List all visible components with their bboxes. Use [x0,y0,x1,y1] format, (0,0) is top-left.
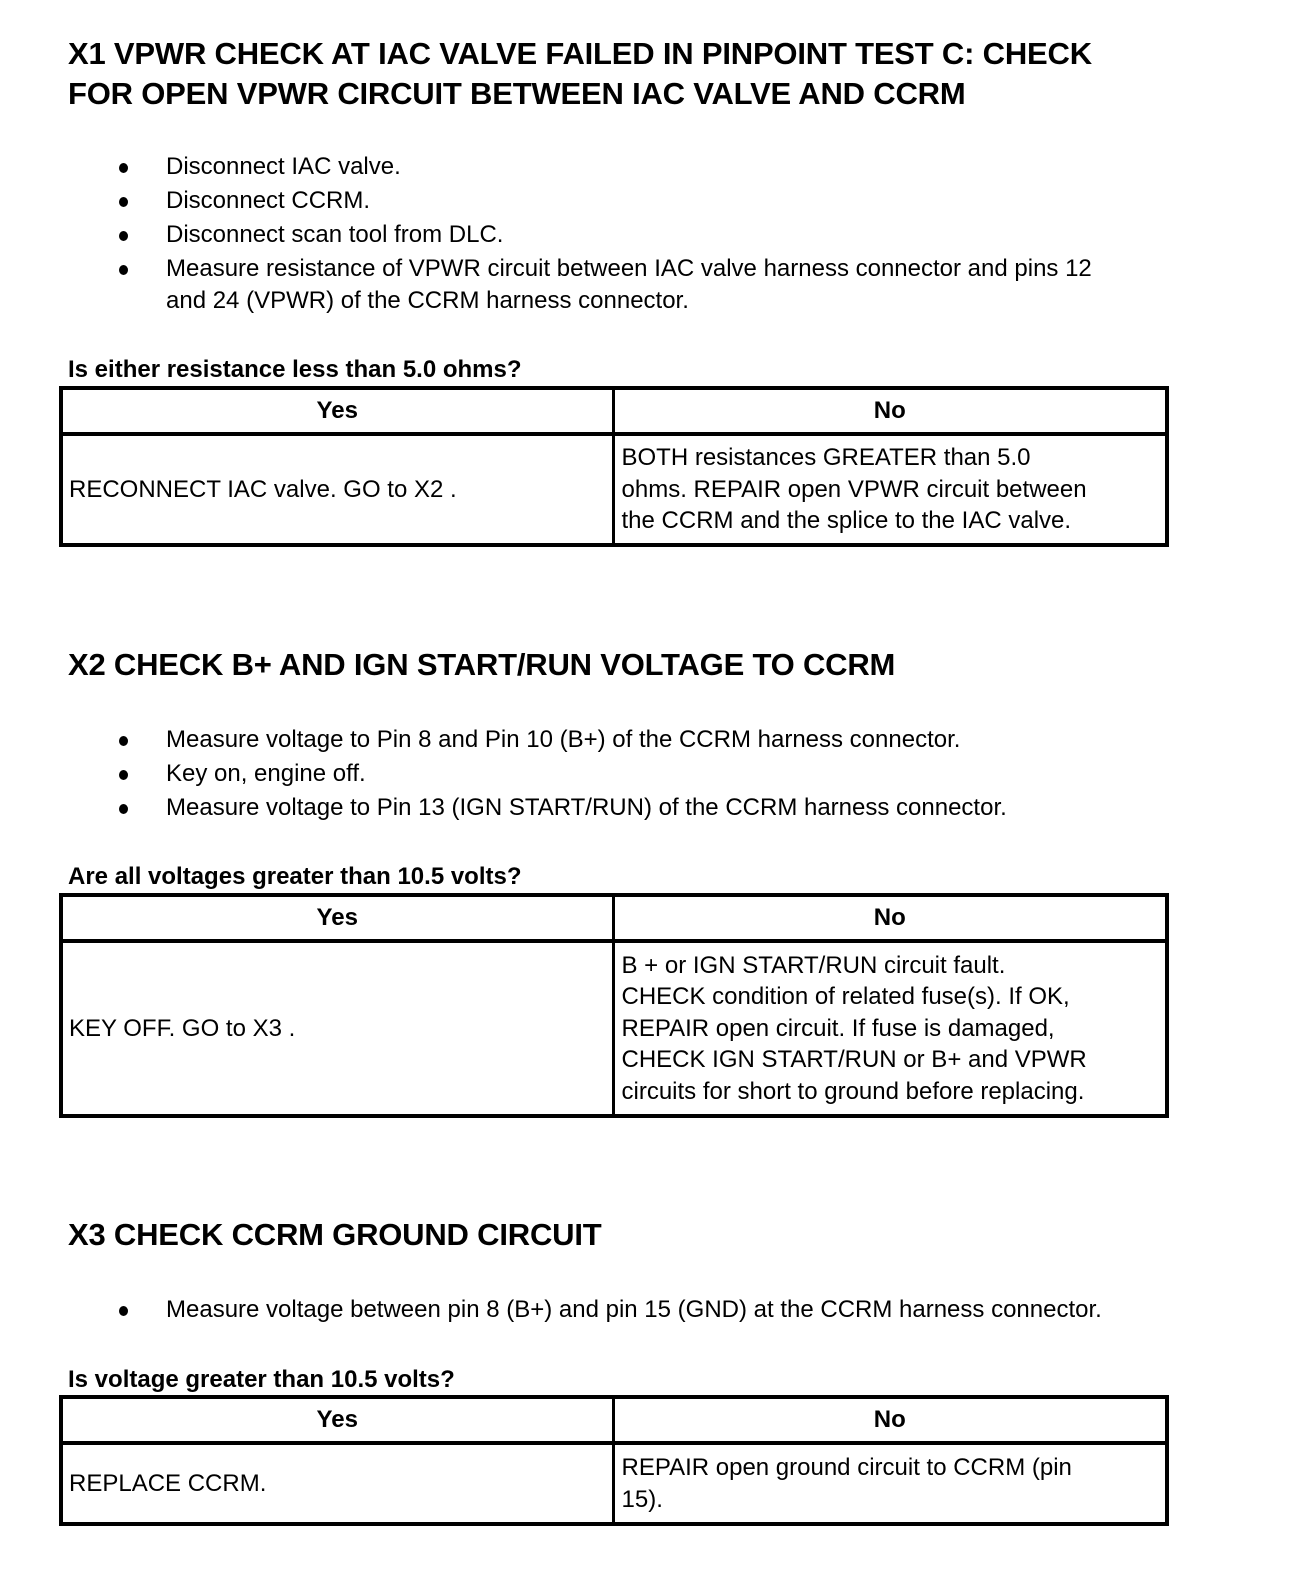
bullet-icon [119,197,128,207]
section-x1-title-line2: FOR OPEN VPWR CIRCUIT BETWEEN IAC VALVE AND CCRM [68,76,966,111]
bullet-icon [119,231,128,241]
bullet-icon [119,736,128,746]
bullet-icon [119,163,128,173]
yes-action: REPLACE CCRM. [61,1443,613,1524]
bullet-icon [119,804,128,814]
no-header: No [613,895,1167,941]
section-x1-title-line1: X1 VPWR CHECK AT IAC VALVE FAILED IN PINPOINT TEST C: CHECK [68,36,1092,71]
step-item: Measure voltage to Pin 8 and Pin 10 (B+) of the CCRM harness connector. [68,724,1007,756]
section-x3-decision-table [59,1395,1169,1526]
section-x3-steps [68,1294,1102,1326]
yes-header: Yes [61,388,613,434]
bullet-icon [119,265,128,275]
section-x1-decision-table [59,386,1169,547]
step-item: Measure resistance of VPWR circuit between IAC valve harness connector and pins 12 and 24 (VPWR) of the CCRM harness connector. [68,253,1092,317]
bullet-icon [119,770,128,780]
section-x3 [68,1215,601,1255]
section-x3-question: Is voltage greater than 10.5 volts? [68,1366,455,1393]
step-item: Key on, engine off. [68,758,1007,790]
section-x2-steps [68,724,1007,824]
yes-action: RECONNECT IAC valve. GO to X2 . [61,434,613,545]
yes-action: KEY OFF. GO to X3 . [61,941,613,1116]
section-x2-title: X2 CHECK B+ AND IGN START/RUN VOLTAGE TO CCRM [68,647,896,682]
step-item: Measure voltage to Pin 13 (IGN START/RUN) of the CCRM harness connector. [68,792,1007,824]
no-header: No [613,1397,1167,1443]
no-header: No [613,388,1167,434]
step-item: Disconnect CCRM. [68,185,1092,217]
no-action: BOTH resistances GREATER than 5.0 ohms. REPAIR open VPWR circuit between the CCRM and the splice to the IAC valve. [613,434,1167,545]
section-x1 [68,34,1092,114]
section-x2-decision-table [59,893,1169,1118]
section-x1-steps [68,151,1092,317]
no-action: REPAIR open ground circuit to CCRM (pin 15). [613,1443,1167,1524]
section-x3-title: X3 CHECK CCRM GROUND CIRCUIT [68,1217,602,1252]
step-item: Measure voltage between pin 8 (B+) and pin 15 (GND) at the CCRM harness connector. [68,1294,1102,1326]
no-action: B + or IGN START/RUN circuit fault. CHECK condition of related fuse(s). If OK, REPAIR open circuit. If fuse is damaged, CHECK IGN START/RUN or B+ and VPWR circuits for short to ground before replacing. [613,941,1167,1116]
section-x2-question: Are all voltages greater than 10.5 volts? [68,863,522,890]
yes-header: Yes [61,1397,613,1443]
section-x1-question: Is either resistance less than 5.0 ohms? [68,356,522,383]
step-item: Disconnect IAC valve. [68,151,1092,183]
step-item: Disconnect scan tool from DLC. [68,219,1092,251]
bullet-icon [119,1306,128,1316]
yes-header: Yes [61,895,613,941]
section-x2 [68,645,895,685]
